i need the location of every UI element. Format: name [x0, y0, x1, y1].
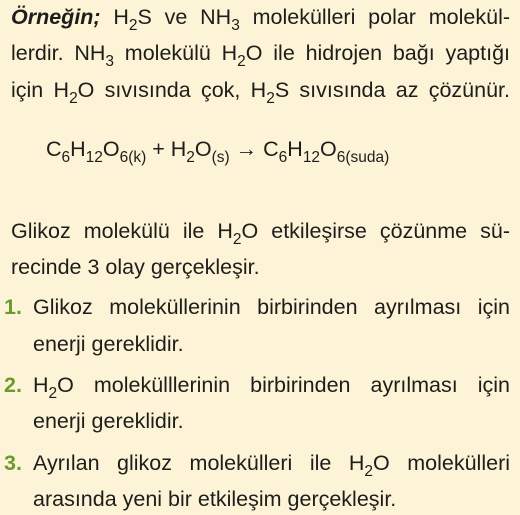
- dissolution-equation: $C_6H_{12}O_{6(k)} + H_2O_{(s)} \to C_6H_{12}O_{6(suda)}$: [46, 137, 390, 166]
- example-line-1: Örneğin; $H_2S$ ve $NH_3$ molekülleri polar molekül-: [11, 5, 511, 34]
- step-2-line-1: $H_2O$ molekülllerinin birbirinden ayrılması için: [33, 373, 510, 402]
- step-3-line-2: arasında yeni bir etkileşim gerçekleşir.: [33, 487, 397, 511]
- step-1-line-2: enerji gereklidir.: [33, 332, 184, 356]
- example-lead: Örneğin;: [11, 5, 101, 29]
- example-line-3: için $H_2O$ sıvısında çok, $H_2S$ sıvısında az çözünür.: [11, 78, 510, 107]
- step-3-line-1: Ayrılan glikoz molekülleri ile $H_2O$ molekülleri: [33, 451, 511, 480]
- intro-line-1: Glikoz molekülü ile $H_2O$ etkileşirse çözünme sü-: [11, 219, 510, 248]
- step-2-line-2: enerji gereklidir.: [33, 409, 184, 433]
- reaction-arrow: →: [229, 137, 264, 161]
- intro-line-2: recinde 3 olay gerçekleşir.: [11, 255, 260, 279]
- step-number-1: 1.: [4, 295, 22, 319]
- step-number-3: 3.: [4, 451, 22, 475]
- example-line-2: lerdir. $NH_3$ molekülü $H_2O$ ile hidrojen bağı yaptığı: [11, 41, 511, 70]
- step-number-2: 2.: [4, 373, 22, 397]
- step-1-line-1: Glikoz moleküllerinin birbirinden ayrılması için: [33, 295, 510, 319]
